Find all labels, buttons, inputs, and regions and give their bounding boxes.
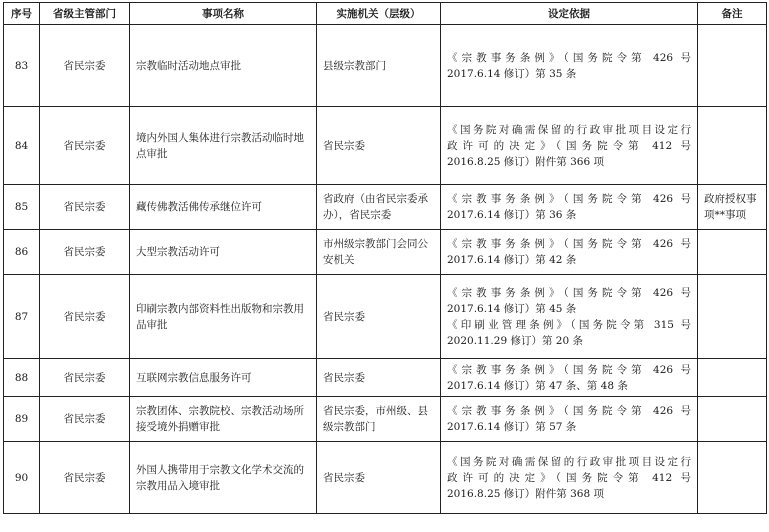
basis-line: 《国务院对确需保留的行政审批项目设定行	[447, 123, 691, 136]
basis-line: 2017.6.14 修订）第 36 条	[447, 209, 577, 221]
basis-line: 2017.6.14 修订）第 42 条	[447, 254, 577, 266]
basis-line: 2016.8.25 修订）附件第 368 项	[447, 487, 604, 500]
table-row	[4, 185, 767, 230]
row-number: 90	[4, 442, 40, 514]
row-number: 86	[4, 230, 40, 275]
row-note	[698, 397, 767, 442]
row-basis	[441, 25, 698, 107]
table-row	[4, 275, 767, 359]
row-dept: 省民宗委	[40, 442, 130, 514]
table-row	[4, 230, 767, 275]
row-basis	[441, 107, 698, 185]
row-dept: 省民宗委	[40, 107, 130, 185]
header-agency: 实施机关（层级）	[317, 3, 441, 25]
row-note	[698, 107, 767, 185]
row-basis	[441, 185, 698, 230]
row-basis	[441, 230, 698, 275]
basis-line: 《宗教事务条例》（国务院令第 426 号	[447, 51, 691, 64]
row-note: 政府授权事项**事项	[698, 185, 767, 230]
header-note: 备注	[698, 3, 767, 25]
row-agency: 县级宗教部门	[317, 25, 441, 107]
row-number: 84	[4, 107, 40, 185]
basis-line: 政许可的决定》（国务院令第 412 号	[447, 139, 691, 152]
row-dept: 省民宗委	[40, 25, 130, 107]
row-dept: 省民宗委	[40, 230, 130, 275]
header-name: 事项名称	[130, 3, 317, 25]
row-dept: 省民宗委	[40, 185, 130, 230]
row-item-name: 互联网宗教信息服务许可	[130, 359, 317, 397]
row-agency: 省民宗委	[317, 442, 441, 514]
row-basis	[441, 275, 698, 359]
row-note	[698, 275, 767, 359]
basis-line: 2017.6.14 修订）第 35 条	[447, 67, 577, 80]
row-agency: 省政府（由省民宗委承办），省民宗委	[317, 185, 441, 230]
header-no: 序号	[4, 3, 40, 25]
row-item-name: 宗教团体、宗教院校、宗教活动场所接受境外捐赠审批	[130, 397, 317, 442]
basis-line: 2016.8.25 修订）附件第 366 项	[447, 155, 604, 168]
basis-line: 2020.11.29 修订）第 20 条	[447, 334, 583, 347]
basis-line: 《宗教事务条例》（国务院令第 426 号	[447, 193, 691, 205]
row-agency: 市州级宗教部门会同公安机关	[317, 230, 441, 275]
row-note	[698, 359, 767, 397]
table-row	[4, 397, 767, 442]
basis-line: 《宗教事务条例》（国务院令第 426 号	[447, 405, 691, 417]
row-dept: 省民宗委	[40, 275, 130, 359]
row-note	[698, 230, 767, 275]
row-number: 85	[4, 185, 40, 230]
row-item-name: 外国人携带用于宗教文化学术交流的宗教用品入境审批	[130, 442, 317, 514]
row-agency: 省民宗委	[317, 359, 441, 397]
row-item-name: 境内外国人集体进行宗教活动临时地点审批	[130, 107, 317, 185]
row-item-name: 藏传佛教活佛传承继位许可	[130, 185, 317, 230]
row-agency: 省民宗委	[317, 275, 441, 359]
basis-line: 2017.6.14 修订）第 45 条	[447, 302, 577, 315]
table-row	[4, 442, 767, 514]
row-number: 88	[4, 359, 40, 397]
table-row	[4, 107, 767, 185]
row-note	[698, 25, 767, 107]
row-basis	[441, 397, 698, 442]
row-number: 83	[4, 25, 40, 107]
basis-line: 政许可的决定》（国务院令第 412 号	[447, 471, 691, 484]
row-dept: 省民宗委	[40, 359, 130, 397]
row-agency: 省民宗委	[317, 107, 441, 185]
basis-line: 《宗教事务条例》（国务院令第 426 号	[447, 286, 691, 299]
row-note	[698, 442, 767, 514]
approval-items-table	[3, 2, 767, 514]
table-row	[4, 25, 767, 107]
basis-line: 《宗教事务条例》（国务院令第 426 号	[447, 238, 691, 250]
row-number: 89	[4, 397, 40, 442]
basis-line: 《印刷业管理条例》（国务院令第 315 号	[447, 318, 691, 331]
basis-line: 《国务院对确需保留的行政审批项目设定行	[447, 455, 691, 468]
row-item-name: 宗教临时活动地点审批	[130, 25, 317, 107]
header-dept: 省级主管部门	[40, 3, 130, 25]
row-basis	[441, 359, 698, 397]
basis-line: 2017.6.14 修订）第 47 条、第 48 条	[447, 379, 628, 392]
table-header-row	[4, 3, 767, 25]
table-row	[4, 359, 767, 397]
basis-line: 《宗教事务条例》（国务院令第 426 号	[447, 363, 691, 376]
row-dept: 省民宗委	[40, 397, 130, 442]
row-item-name: 印刷宗教内部资料性出版物和宗教用品审批	[130, 275, 317, 359]
row-item-name: 大型宗教活动许可	[130, 230, 317, 275]
row-agency: 省民宗委，市州级、县级宗教部门	[317, 397, 441, 442]
header-basis: 设定依据	[441, 3, 698, 25]
basis-line: 2017.6.14 修订）第 57 条	[447, 421, 577, 433]
row-number: 87	[4, 275, 40, 359]
row-basis	[441, 442, 698, 514]
